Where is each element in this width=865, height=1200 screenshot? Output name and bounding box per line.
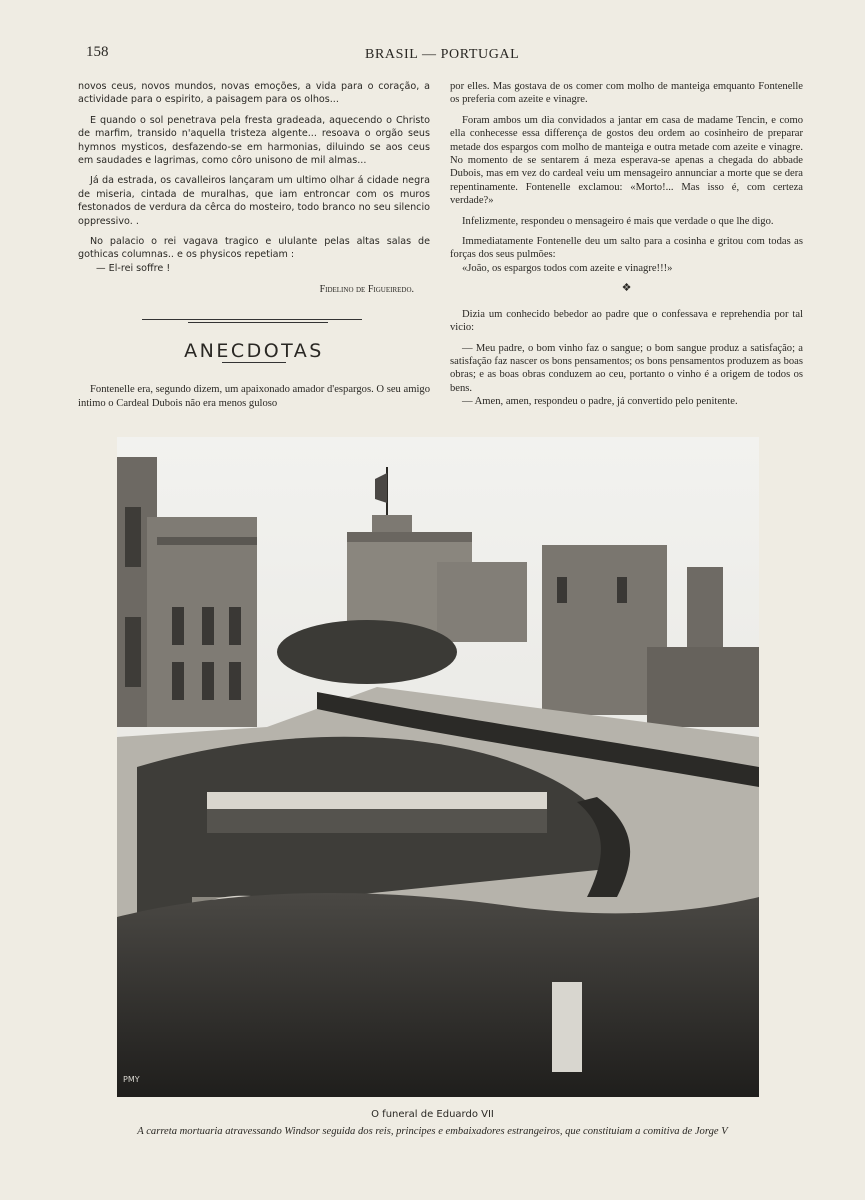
photo-credit: PMY	[123, 1075, 140, 1084]
figure-in-white	[552, 982, 582, 1072]
divider-rule	[142, 319, 362, 320]
paragraph: Infelizmente, respondeu o mensageiro é mais que verdade o que lhe digo.	[462, 215, 774, 227]
paragraph: Fontenelle era, segundo dizem, um apaixonado amador d'espargos. O seu amigo intimo o Cardeal Dubois não era menos guloso	[78, 384, 430, 409]
caption-text: A carreta mortuaria atravessando Windsor seguida dos reis, principes e embaixadores estrangeiros, que constituiam a comitiva de Jorge V	[137, 1126, 728, 1137]
title-underline	[222, 362, 286, 363]
paragraph: — Amen, amen, respondeu o padre, já convertido pelo penitente.	[462, 396, 738, 408]
page-number: 158	[86, 44, 109, 60]
divider-rule	[188, 322, 328, 323]
paragraph: No palacio o rei vagava tragico e ululante pelas altas salas de gothicas columnas.. e os physicos repetiam :	[78, 236, 430, 261]
paragraph: — Meu padre, o bom vinho faz o sangue; o bom sangue produz a satisfação; a satisfação faz nascer os bons pensamentos; os bons pensamentos produzem as boas obras; e as boas obras conduzem ao ceu, portanto o vinho é a origem de todos os bens.	[450, 342, 803, 394]
paragraph: Dizia um conhecido bebedor ao padre que o confessava e reprehendia por tal vicio:	[450, 308, 803, 334]
trees	[277, 620, 457, 684]
paragraph: novos ceus, novos mundos, novas emoções, a vida para o coração, a actividade para o espirito, a paisagem para os olhos...	[78, 81, 430, 106]
paragraph: Foram ambos um dia convidados a jantar em casa de madame Tencin, e como ella conhecesse essa differença de gostos deu ordem ao cosinheiro de preparar metade dos espargos com molho de manteiga e outra metade com azeite e vinagre. No momento de se sentarem á meza esperava-se apenas a chegada do abbade Dubois, mas em vez do cardeal veiu um mensageiro annunciar a morte que se dera repentinamente. Fontenelle exclamou: «Morto!... Mas isso é, com certeza verdade?»	[450, 114, 803, 207]
funeral-photograph	[117, 437, 759, 1097]
section-divider	[78, 317, 430, 331]
paragraph: por elles. Mas gostava de os comer com molho de manteiga emquanto Fontenelle os preferia com azeite e vinagre.	[450, 81, 803, 106]
paragraph: Immediatamente Fontenelle deu um salto para a cosinha e gritou com todas as forças dos seus pulmões:	[450, 236, 803, 261]
guardsmen-rank-shadow	[207, 809, 547, 833]
caption-title: O funeral de Eduardo VII	[371, 1109, 494, 1120]
paragraph: «João, os espargos todos com azeite e vinagre!!!»	[462, 262, 673, 274]
running-title: BRASIL — PORTUGAL	[365, 47, 520, 62]
right-column	[450, 80, 803, 416]
ornament-separator: ❖	[621, 282, 632, 295]
photo-illustration	[117, 437, 759, 1097]
quote-line: — El-rei soffre !	[96, 262, 171, 274]
crowd	[117, 893, 759, 1097]
paragraph: Já da estrada, os cavalleiros lançaram um ultimo olhar á cidade negra de miseria, cintada de muralhas, que iam entroncar com os muros festonados de verdura da cêrca do mosteiro, todo branco no seu silencio oppressivo. .	[78, 175, 430, 227]
left-column	[78, 80, 430, 417]
author-signature: Fidelino de Figueiredo.	[319, 284, 414, 296]
paragraph: E quando o sol penetrava pela fresta gradeada, aquecendo o Christo de marfim, transido n'aquella tristeza algente... resoava o orgão seus hymnos mysticos, desfazendo-se em harmonias, diluindo se aos ceus em saudades e lagrimas, como côro unisono de mil almas...	[78, 114, 430, 167]
section-title: ANECDOTAS	[184, 339, 324, 362]
